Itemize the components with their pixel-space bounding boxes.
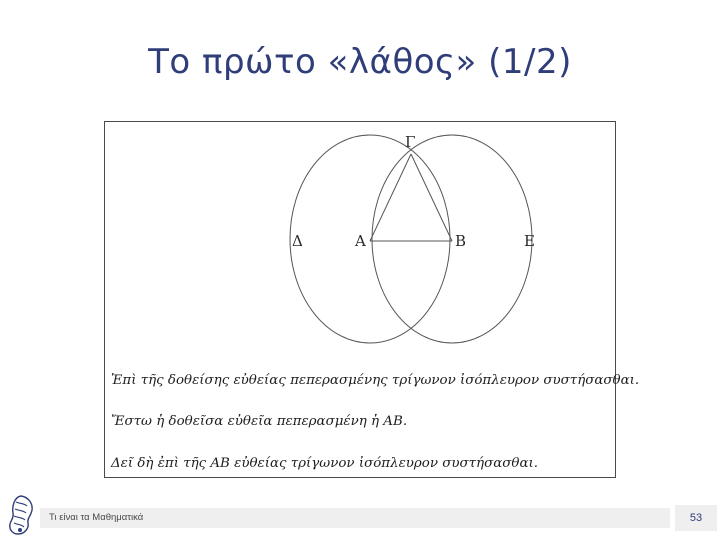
footer-bar: [40, 508, 670, 528]
page-number: 53: [675, 505, 717, 531]
circle-centered-a: [290, 135, 450, 343]
proposition-line-3: Δεῖ δὴ ἐπὶ τῆς ΑΒ εὐθείας τρίγωνον ἰσόπλευρον συστήσασθαι.: [111, 456, 539, 471]
segment-a-gamma: [370, 154, 411, 241]
label-delta: Δ: [292, 232, 303, 250]
footer-text: Τι είναι τα Μαθηματικά: [49, 512, 144, 523]
proposition-line-1: Ἐπὶ τῆς δοθείσης εὐθείας πεπερασμένης τρίγωνον ἰσόπλευρον συστήσασθαι.: [111, 373, 640, 388]
euclid-figure: [104, 121, 640, 478]
label-alpha: Α: [355, 232, 366, 250]
segment-b-gamma: [411, 154, 452, 241]
proposition-line-2: Ἔστω ἡ δοθεῖσα εὐθεῖα πεπερασμένη ἡ ΑΒ.: [111, 414, 408, 429]
label-gamma: Γ: [405, 133, 416, 151]
university-logo-icon: [6, 494, 36, 536]
slide-title: Το πρώτο «λάθος» (1/2): [148, 42, 572, 82]
circle-centered-b: [372, 135, 532, 343]
label-epsilon: Ε: [524, 232, 535, 250]
label-beta: Β: [455, 232, 467, 250]
